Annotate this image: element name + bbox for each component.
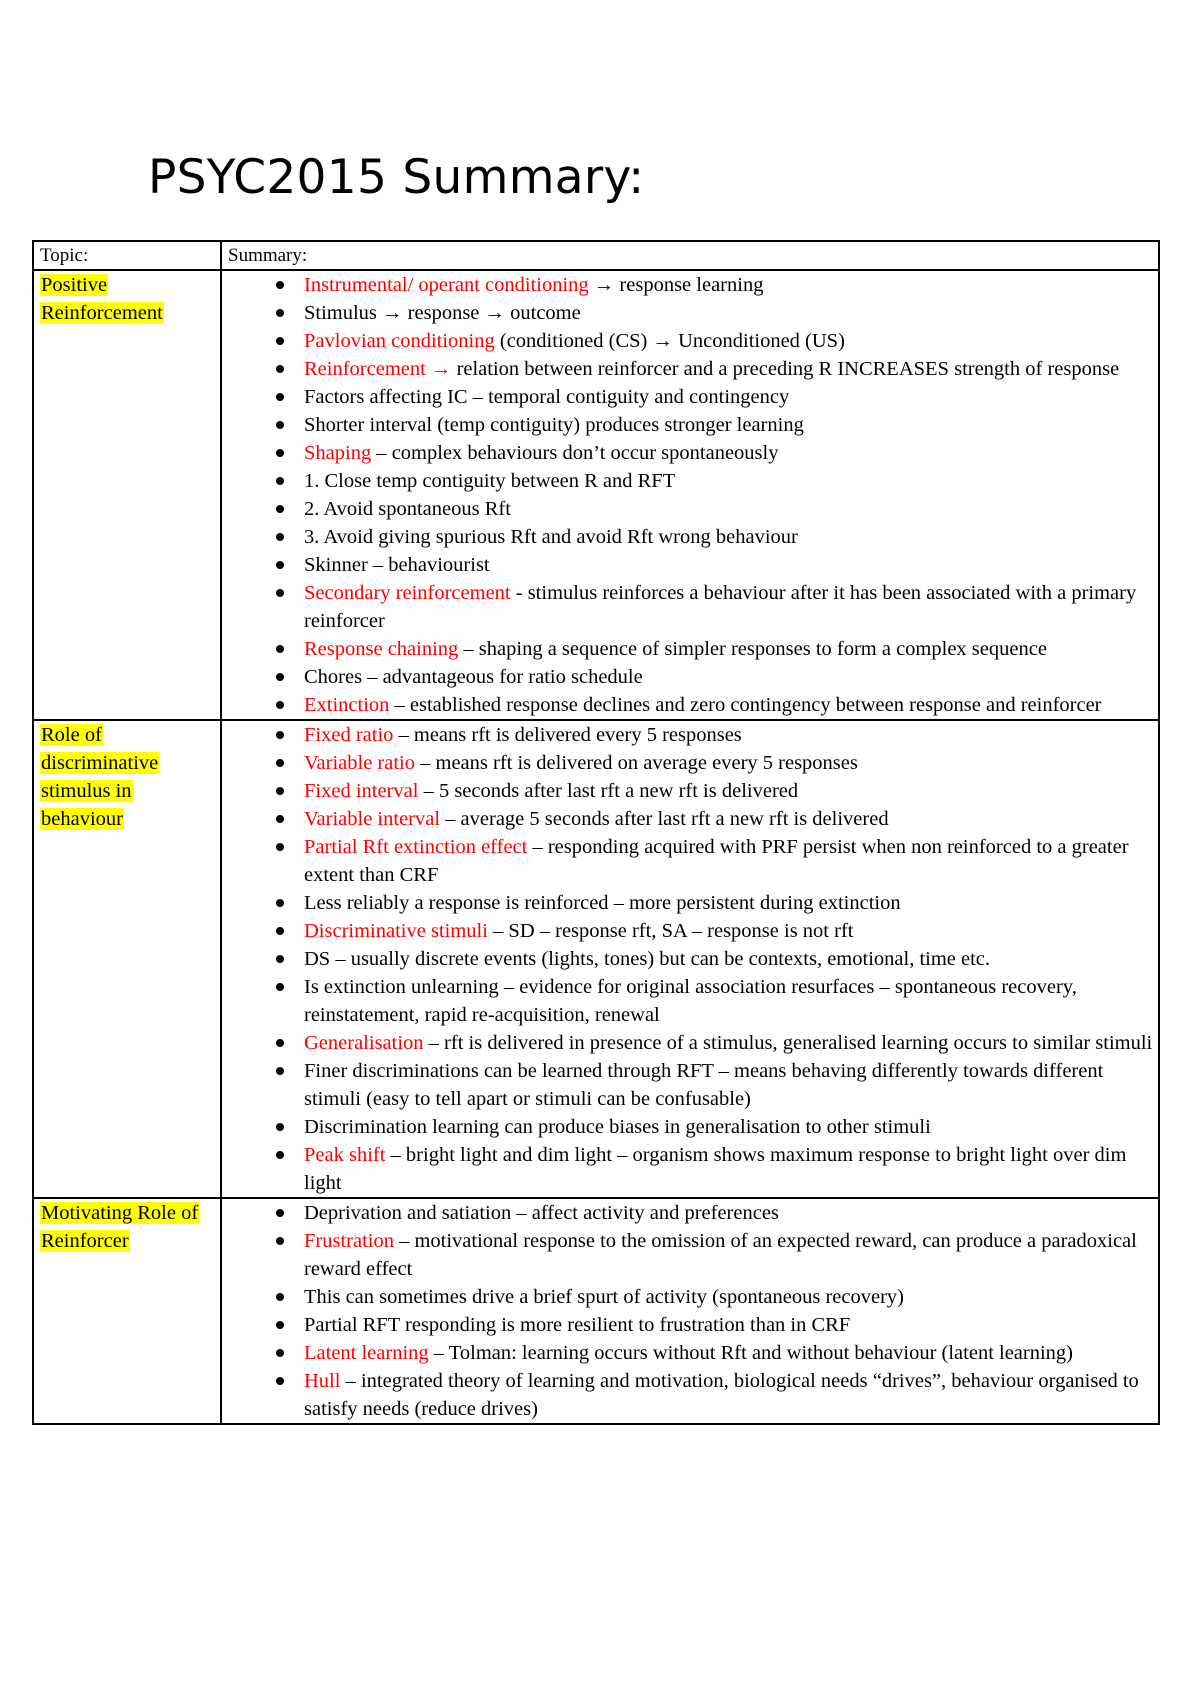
list-item [228, 1367, 1154, 1423]
list-item [228, 439, 1154, 467]
key-term: Partial Rft extinction effect [304, 836, 528, 858]
item-text: Shorter interval (temp contiguity) produces stronger learning [304, 414, 804, 436]
key-term: Extinction [304, 694, 390, 716]
list-item [228, 523, 1154, 551]
list-item [228, 355, 1154, 383]
list-item [228, 917, 1154, 945]
item-text: - stimulus reinforces a behaviour after it has been associated with a primary reinforcer [304, 582, 1137, 632]
key-term: Fixed ratio [304, 724, 394, 746]
topic-cell [33, 720, 221, 1198]
summary-table [32, 240, 1160, 1425]
list-item [228, 271, 1154, 299]
key-term: Frustration [304, 1230, 394, 1252]
key-term: Instrumental/ operant conditioning [304, 274, 589, 296]
list-item [228, 495, 1154, 523]
item-text: – SD – response rft, SA – response is not rft [487, 920, 854, 942]
list-item [228, 1339, 1154, 1367]
list-item [228, 945, 1154, 973]
list-item [228, 1141, 1154, 1197]
summary-cell [221, 270, 1159, 720]
list-item [228, 1029, 1154, 1057]
key-term: Generalisation [304, 1032, 424, 1054]
item-text: – bright light and dim light – organism shows maximum response to bright light over dim light [304, 1144, 1127, 1194]
item-text: – established response declines and zero contingency between response and reinforcer [389, 694, 1102, 716]
item-text: This can sometimes drive a brief spurt of activity (spontaneous recovery) [304, 1286, 905, 1308]
list-item [228, 1227, 1154, 1283]
item-text: – 5 seconds after last rft a new rft is delivered [418, 780, 799, 802]
item-text: – Tolman: learning occurs without Rft and without behaviour (latent learning) [428, 1342, 1074, 1364]
list-item [228, 383, 1154, 411]
item-text: Stimulus → response → outcome [304, 302, 581, 324]
item-text: DS – usually discrete events (lights, tones) but can be contexts, emotional, time etc. [304, 948, 991, 970]
table-row [33, 270, 1159, 720]
item-text: – complex behaviours don’t occur spontaneously [371, 442, 779, 464]
summary-cell [221, 720, 1159, 1198]
key-term: Pavlovian conditioning [304, 330, 495, 352]
item-text: (conditioned (CS) → Unconditioned (US) [494, 330, 845, 352]
topic-label: Positive Reinforcement [41, 274, 163, 324]
bullet-list [228, 1199, 1154, 1423]
list-item [228, 635, 1154, 663]
item-text: Chores – advantageous for ratio schedule [304, 666, 643, 688]
list-item [228, 327, 1154, 355]
key-term: Discriminative stimuli [304, 920, 488, 942]
list-item [228, 833, 1154, 889]
list-item [228, 299, 1154, 327]
item-text: Discrimination learning can produce biases in generalisation to other stimuli [304, 1116, 931, 1138]
list-item [228, 777, 1154, 805]
table-body [33, 270, 1159, 1424]
item-text: 3. Avoid giving spurious Rft and avoid Rft wrong behaviour [304, 526, 798, 548]
list-item [228, 1057, 1154, 1113]
item-text: – means rft is delivered on average every 5 responses [415, 752, 858, 774]
key-term: Secondary reinforcement [304, 582, 511, 604]
list-item [228, 1199, 1154, 1227]
topic-header: Topic: [33, 241, 221, 270]
item-text: Skinner – behaviourist [304, 554, 490, 576]
item-text: – rft is delivered in presence of a stimulus, generalised learning occurs to similar stimuli [423, 1032, 1153, 1054]
item-text: – motivational response to the omission of an expected reward, can produce a paradoxical reward effect [304, 1230, 1137, 1280]
list-item [228, 889, 1154, 917]
summary-header: Summary: [221, 241, 1159, 270]
list-item [228, 579, 1154, 635]
key-term: Fixed interval [304, 780, 419, 802]
header-row [33, 241, 1159, 270]
item-text: 2. Avoid spontaneous Rft [304, 498, 511, 520]
key-term: Shaping [304, 442, 372, 464]
item-text: relation between reinforcer and a preceding R INCREASES strength of response [451, 358, 1120, 380]
item-text: Finer discriminations can be learned through RFT – means behaving differently towards different stimuli (easy to tell apart or stimuli can be confusable) [304, 1060, 1104, 1110]
key-term: Hull [304, 1370, 341, 1392]
item-text: 1. Close temp contiguity between R and RFT [304, 470, 676, 492]
page-title: PSYC2015 Summary: [148, 150, 645, 205]
list-item [228, 721, 1154, 749]
item-text: Less reliably a response is reinforced – more persistent during extinction [304, 892, 901, 914]
key-term: Variable interval [304, 808, 441, 830]
table-row [33, 1198, 1159, 1424]
key-term: Reinforcement → [304, 358, 452, 380]
item-text: – average 5 seconds after last rft a new rft is delivered [440, 808, 889, 830]
list-item [228, 551, 1154, 579]
list-item [228, 749, 1154, 777]
list-item [228, 1113, 1154, 1141]
list-item [228, 411, 1154, 439]
topic-cell [33, 1198, 221, 1424]
list-item [228, 1283, 1154, 1311]
item-text: Is extinction unlearning – evidence for original association resurfaces – spontaneous recovery, reinstatement, rapid re-acquisition, renewal [304, 976, 1077, 1026]
bullet-list [228, 721, 1154, 1197]
item-text: – integrated theory of learning and motivation, biological needs “drives”, behaviour organised to satisfy needs (reduce drives) [304, 1370, 1139, 1420]
topic-label: Role of discriminative stimulus in behaviour [41, 724, 159, 830]
list-item [228, 467, 1154, 495]
list-item [228, 691, 1154, 719]
key-term: Latent learning [304, 1342, 429, 1364]
item-text: – responding acquired with PRF persist when non reinforced to a greater extent than CRF [304, 836, 1129, 886]
item-text: Partial RFT responding is more resilient to frustration than in CRF [304, 1314, 851, 1336]
list-item [228, 973, 1154, 1029]
key-term: Response chaining [304, 638, 459, 660]
table-row [33, 720, 1159, 1198]
topic-cell [33, 270, 221, 720]
list-item [228, 1311, 1154, 1339]
item-text: – means rft is delivered every 5 responses [393, 724, 742, 746]
item-text: → response learning [588, 274, 764, 296]
bullet-list [228, 271, 1154, 719]
item-text: – shaping a sequence of simpler responses to form a complex sequence [458, 638, 1047, 660]
topic-label: Motivating Role of Reinforcer [41, 1202, 199, 1252]
item-text: Factors affecting IC – temporal contiguity and contingency [304, 386, 790, 408]
list-item [228, 805, 1154, 833]
item-text: Deprivation and satiation – affect activity and preferences [304, 1202, 779, 1224]
key-term: Peak shift [304, 1144, 386, 1166]
list-item [228, 663, 1154, 691]
key-term: Variable ratio [304, 752, 415, 774]
summary-cell [221, 1198, 1159, 1424]
